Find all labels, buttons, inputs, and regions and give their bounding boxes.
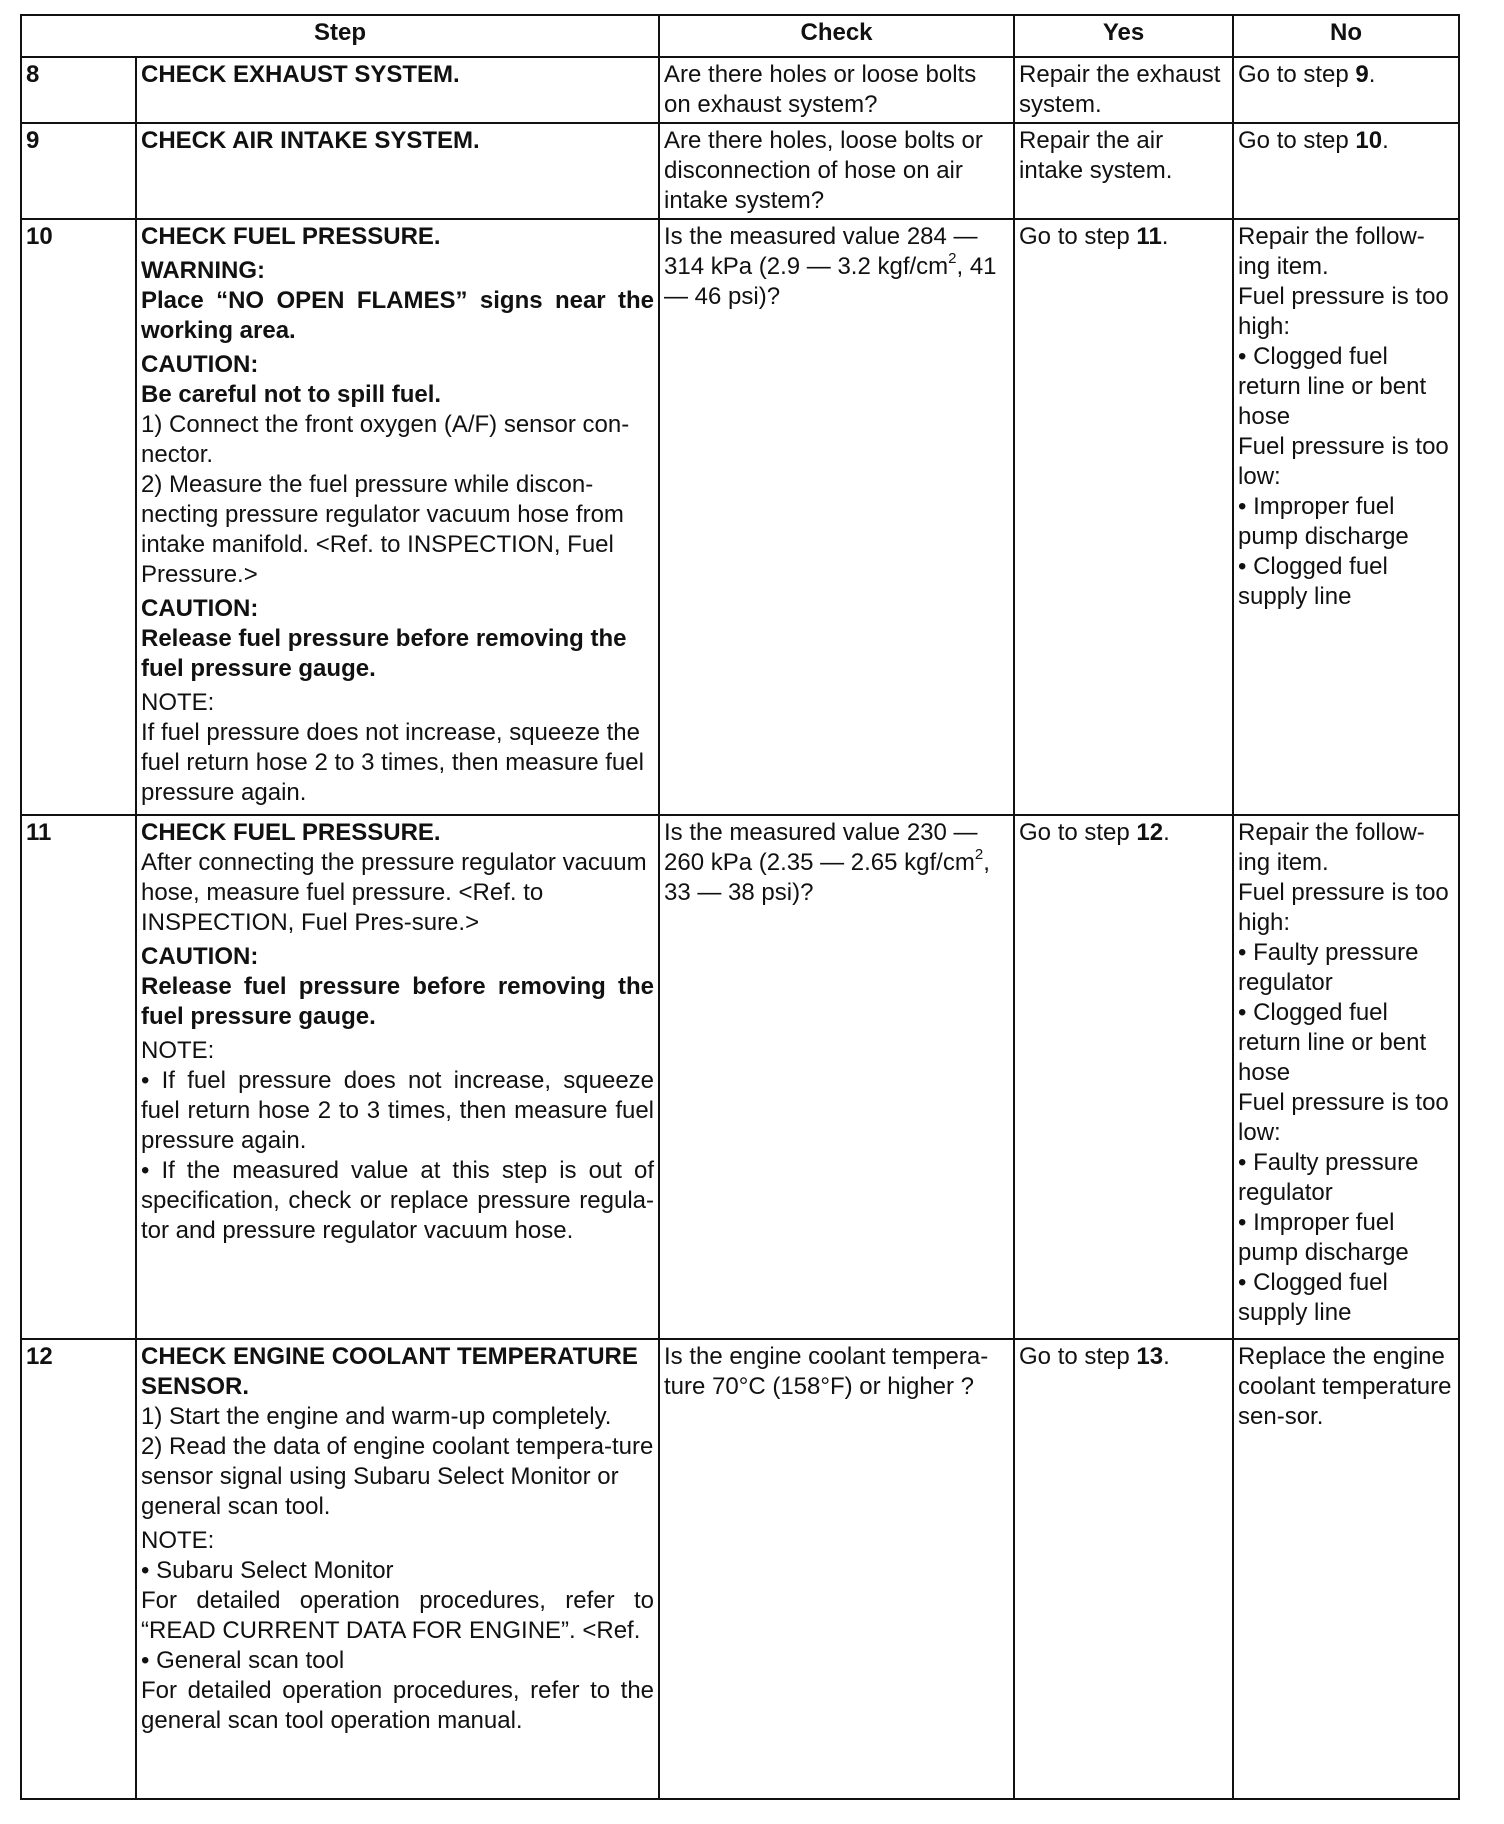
step-number: 10: [21, 219, 136, 815]
no-line: • Faulty pressure regulator: [1238, 1149, 1419, 1206]
check-superscript: 2: [948, 250, 957, 267]
procedure-step-2: 2) Measure the fuel pressure while discon-necting pressure regulator vacuum hose from intake manifold. <Ref. to INSPECTION, Fuel Pressure.>: [141, 471, 624, 588]
check-cell: [659, 219, 1014, 815]
check-superscript: 2: [974, 846, 984, 863]
yes-cell: [1014, 815, 1233, 1339]
table-row: [21, 1339, 1459, 1799]
yes-suffix: .: [1163, 1343, 1170, 1370]
yes-cell: [1014, 1339, 1233, 1799]
no-cell: [1233, 57, 1459, 123]
step-number: 9: [21, 123, 136, 219]
no-line: Fuel pressure is too high:: [1238, 879, 1449, 936]
no-line: • Clogged fuel return line or bent hose: [1238, 343, 1427, 430]
no-line: Fuel pressure is too low:: [1238, 433, 1449, 490]
step-content: [136, 219, 659, 815]
step-content: [136, 57, 659, 123]
check-cell: Is the engine coolant tempera-ture 70°C (158°F) or higher ?: [659, 1339, 1014, 1799]
yes-cell: Repair the air intake system.: [1014, 123, 1233, 219]
note-bullet-text: For detailed operation procedures, refer to “READ CURRENT DATA FOR ENGINE”. <Ref.: [141, 1587, 655, 1644]
no-line: Fuel pressure is too high:: [1238, 283, 1449, 340]
no-line: Repair the follow-ing item.: [1238, 819, 1425, 876]
caution-label: CAUTION:: [141, 943, 259, 970]
note-bullet-label: • Subaru Select Monitor: [141, 1557, 394, 1584]
header-check: Check: [659, 15, 1014, 57]
check-cell: [659, 815, 1014, 1339]
step-content: [136, 815, 659, 1339]
procedure-intro: After connecting the pressure regulator vacuum hose, measure fuel pressure. <Ref. to INSPECTION, Fuel Pres-sure.>: [141, 849, 647, 936]
yes-step-ref: 11: [1136, 223, 1162, 250]
no-line: • Clogged fuel return line or bent hose: [1238, 999, 1427, 1086]
yes-suffix: .: [1161, 223, 1169, 250]
warning-text: Place “NO OPEN FLAMES” signs near the working area.: [141, 287, 655, 344]
step-title: CHECK ENGINE COOLANT TEMPERATURE SENSOR.: [141, 1343, 638, 1400]
yes-step-ref: 13: [1136, 1343, 1164, 1370]
table-row: [21, 57, 1459, 123]
no-suffix: .: [1382, 127, 1389, 154]
no-line: • Faulty pressure regulator: [1238, 939, 1419, 996]
yes-text: Go to step: [1019, 1343, 1137, 1370]
header-step: Step: [21, 15, 659, 57]
no-step-ref: 9: [1355, 61, 1369, 88]
step-title: CHECK FUEL PRESSURE.: [141, 819, 441, 846]
caution-label: CAUTION:: [141, 351, 259, 378]
caution-text: Release fuel pressure before removing the fuel pressure gauge.: [141, 973, 655, 1030]
yes-suffix: .: [1163, 819, 1170, 846]
no-line: Repair the follow-ing item.: [1238, 223, 1425, 280]
note-bullet-text: For detailed operation procedures, refer to the general scan tool operation manual.: [141, 1677, 655, 1734]
note-bullet-label: • General scan tool: [141, 1647, 345, 1674]
check-cell: Are there holes, loose bolts or disconnection of hose on air intake system?: [659, 123, 1014, 219]
note-label: NOTE:: [141, 1037, 215, 1064]
yes-step-ref: 12: [1136, 819, 1164, 846]
table-header-row: [21, 15, 1459, 57]
check-text-end: , 41 — 46 psi)?: [664, 253, 997, 310]
table-row: [21, 815, 1459, 1339]
yes-cell: Repair the exhaust system.: [1014, 57, 1233, 123]
yes-text: Go to step: [1019, 819, 1137, 846]
table-row: [21, 123, 1459, 219]
warning-label: WARNING:: [141, 257, 265, 284]
step-title: CHECK FUEL PRESSURE.: [141, 223, 441, 250]
note-text: If fuel pressure does not increase, squeeze the fuel return hose 2 to 3 times, then measure fuel pressure again.: [141, 719, 644, 806]
note-label: NOTE:: [141, 1527, 215, 1554]
no-text: Go to step: [1238, 127, 1356, 154]
check-text-end: , 33 — 38 psi)?: [664, 849, 990, 906]
diagnostic-table: [20, 14, 1460, 1800]
note-bullet-1: • If fuel pressure does not increase, squeeze fuel return hose 2 to 3 times, then measure fuel pressure again.: [141, 1067, 655, 1154]
no-cell: [1233, 219, 1459, 815]
no-suffix: .: [1368, 61, 1376, 88]
no-step-ref: 10: [1355, 127, 1383, 154]
step-title: CHECK EXHAUST SYSTEM.: [141, 61, 460, 88]
check-cell: Are there holes or loose bolts on exhaust system?: [659, 57, 1014, 123]
no-line: Fuel pressure is too low:: [1238, 1089, 1449, 1146]
step-number: 8: [21, 57, 136, 123]
no-cell: Replace the engine coolant temperature sen-sor.: [1233, 1339, 1459, 1799]
caution-text: Be careful not to spill fuel.: [141, 381, 442, 408]
no-cell: [1233, 815, 1459, 1339]
table-row: [21, 219, 1459, 815]
no-text: Go to step: [1238, 61, 1356, 88]
caution-label: CAUTION:: [141, 595, 259, 622]
caution-text: Release fuel pressure before removing the fuel pressure gauge.: [141, 625, 627, 682]
header-no: No: [1233, 15, 1459, 57]
procedure-step-2: 2) Read the data of engine coolant tempera-ture sensor signal using Subaru Select Monitor or general scan tool.: [141, 1433, 654, 1520]
procedure-step-1: 1) Start the engine and warm-up completely.: [141, 1403, 612, 1430]
yes-cell: [1014, 219, 1233, 815]
step-content: [136, 1339, 659, 1799]
no-cell: [1233, 123, 1459, 219]
header-yes: Yes: [1014, 15, 1233, 57]
note-bullet-2: • If the measured value at this step is out of specification, check or replace pressure regula-tor and pressure regulator vacuum hose.: [141, 1157, 655, 1244]
step-number: 11: [21, 815, 136, 1339]
check-text: Is the measured value 284 — 314 kPa (2.9 — 3.2 kgf/cm: [664, 223, 978, 280]
procedure-step-1: 1) Connect the front oxygen (A/F) sensor con-nector.: [141, 411, 630, 468]
note-label: NOTE:: [141, 689, 215, 716]
check-text: Is the measured value 230 — 260 kPa (2.35 — 2.65 kgf/cm: [664, 819, 978, 876]
no-line: • Improper fuel pump discharge: [1238, 493, 1409, 550]
yes-text: Go to step: [1019, 223, 1137, 250]
step-number: 12: [21, 1339, 136, 1799]
no-line: • Clogged fuel supply line: [1238, 553, 1388, 610]
step-title: CHECK AIR INTAKE SYSTEM.: [141, 127, 480, 154]
no-line: • Improper fuel pump discharge: [1238, 1209, 1409, 1266]
no-line: • Clogged fuel supply line: [1238, 1269, 1388, 1326]
step-content: [136, 123, 659, 219]
